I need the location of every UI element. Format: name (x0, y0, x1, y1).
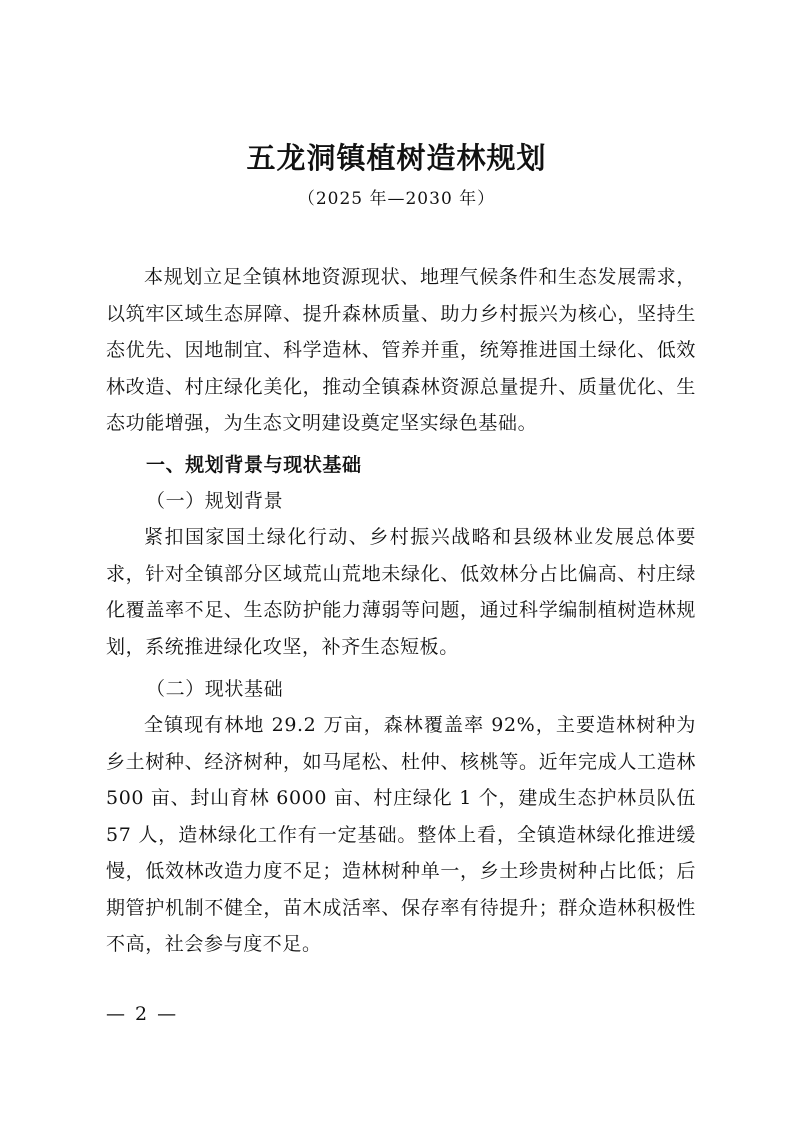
background-paragraph-block (106, 519, 696, 665)
intro-paragraph: 本规划立足全镇林地资源现状、地理气候条件和生态发展需求，以筑牢区域生态屏障、提升森林质量、助力乡村振兴为核心，坚持生态优先、因地制宜、科学造林、管养并重，统筹推进国土绿化、低效林改造、村庄绿化美化，推动全镇森林资源总量提升、质量优化、生态功能增强，为生态文明建设奠定坚实绿色基础。 (106, 266, 696, 434)
background-paragraph: 紧扣国家国土绿化行动、乡村振兴战略和县级林业发展总体要求，针对全镇部分区域荒山荒地未绿化、低效林分占比偏高、村庄绿化覆盖率不足、生态防护能力薄弱等问题，通过科学编制植树造林规划，系统推进绿化攻坚，补齐生态短板。 (106, 526, 696, 658)
document-subtitle: （2025 年—2030 年） (297, 189, 496, 209)
subsection-heading-background: （一）规划背景 (146, 490, 284, 512)
section-heading-background: 一、规划背景与现状基础 (146, 454, 362, 476)
subsection-heading-current-status: （二）现状基础 (146, 678, 284, 700)
current-status-paragraph-block (106, 707, 696, 963)
document-title: 五龙洞镇植树造林规划 (246, 141, 547, 175)
page-number: — 2 — (106, 1003, 179, 1025)
current-status-paragraph: 全镇现有林地 29.2 万亩，森林覆盖率 92%，主要造林树种为乡土树种、经济树种，如马尾松、杜仲、核桃等。近年完成人工造林 500 亩、封山育林 6000 亩、村庄绿化 1 个，建成生态护林员队伍 57 人，造林绿化工作有一定基础。整体上看，全镇造林绿化推进缓慢，低效林改造力度不足；造林树种单一，乡土珍贵树种占比低；后期管护机制不健全，苗木成活率、保存率有待提升；群众造林积极性不高，社会参与度不足。 (106, 714, 696, 955)
intro-paragraph-block (106, 259, 696, 442)
